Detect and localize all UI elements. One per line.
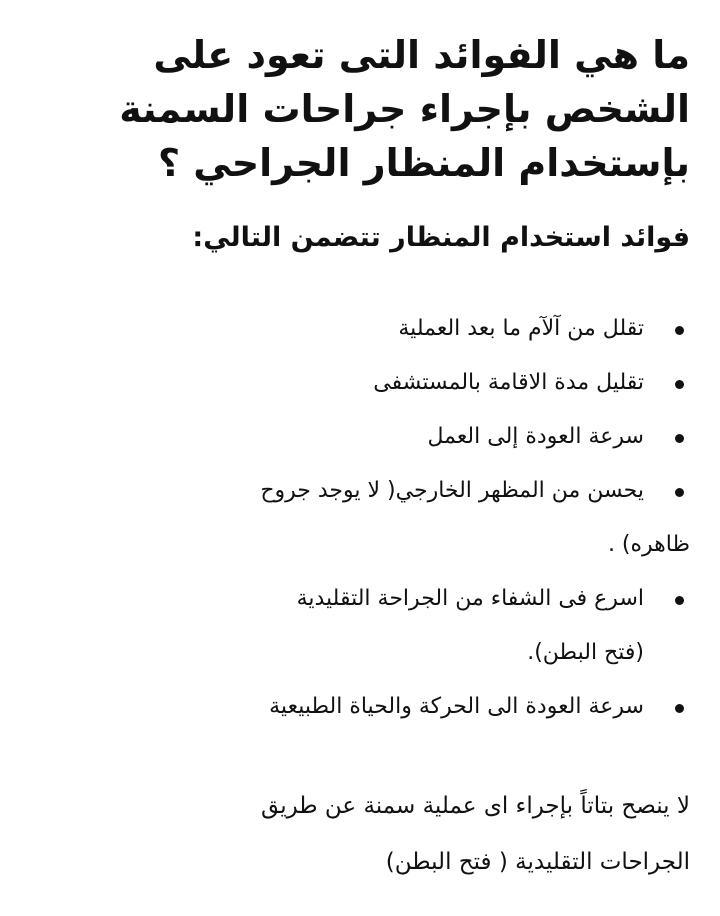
bullet-dot-icon (675, 488, 684, 497)
list-item-continuation: (فتح البطن). (527, 640, 644, 665)
benefits-heading: فوائد استخدام المنظار تتضمن التالي: (192, 222, 690, 253)
title-line-3: بإستخدام المنظار الجراحي ؟ (158, 141, 690, 185)
title-line-1: ما هي الفوائد التى تعود على (153, 33, 690, 77)
list-item (34, 302, 690, 356)
list-item-text: يحسن من المظهر الخارجي( لا يوجد جروح (260, 478, 644, 503)
list-item (34, 464, 690, 572)
warning-note (34, 778, 690, 890)
bullet-dot-icon (675, 704, 684, 713)
page-title (34, 28, 690, 190)
bullet-dot-icon (675, 380, 684, 389)
list-item (34, 356, 690, 410)
list-item-continuation: ظاهره) . (607, 532, 690, 557)
list-item-text: تقلل من آلآم ما بعد العملية (398, 316, 644, 341)
list-item-text: سرعة العودة الى الحركة والحياة الطبيعية (269, 694, 644, 719)
note-line-2: الجراحات التقليدية ( فتح البطن) (385, 849, 690, 875)
list-item-text: اسرع فى الشفاء من الجراحة التقليدية (296, 586, 644, 611)
bullet-dot-icon (675, 434, 684, 443)
list-item-text: سرعة العودة إلى العمل (427, 424, 644, 449)
list-item-text: تقليل مدة الاقامة بالمستشفى (373, 370, 644, 395)
note-line-1: لا ينصح بتاتاً بإجراء اى عملية سمنة عن طريق (261, 793, 690, 819)
list-item (34, 410, 690, 464)
bullet-dot-icon (675, 596, 684, 605)
benefits-list (34, 302, 690, 734)
title-line-2: الشخص بإجراء جراحات السمنة (119, 87, 690, 131)
list-item (34, 680, 690, 734)
bullet-dot-icon (675, 326, 684, 335)
list-item (34, 572, 690, 680)
